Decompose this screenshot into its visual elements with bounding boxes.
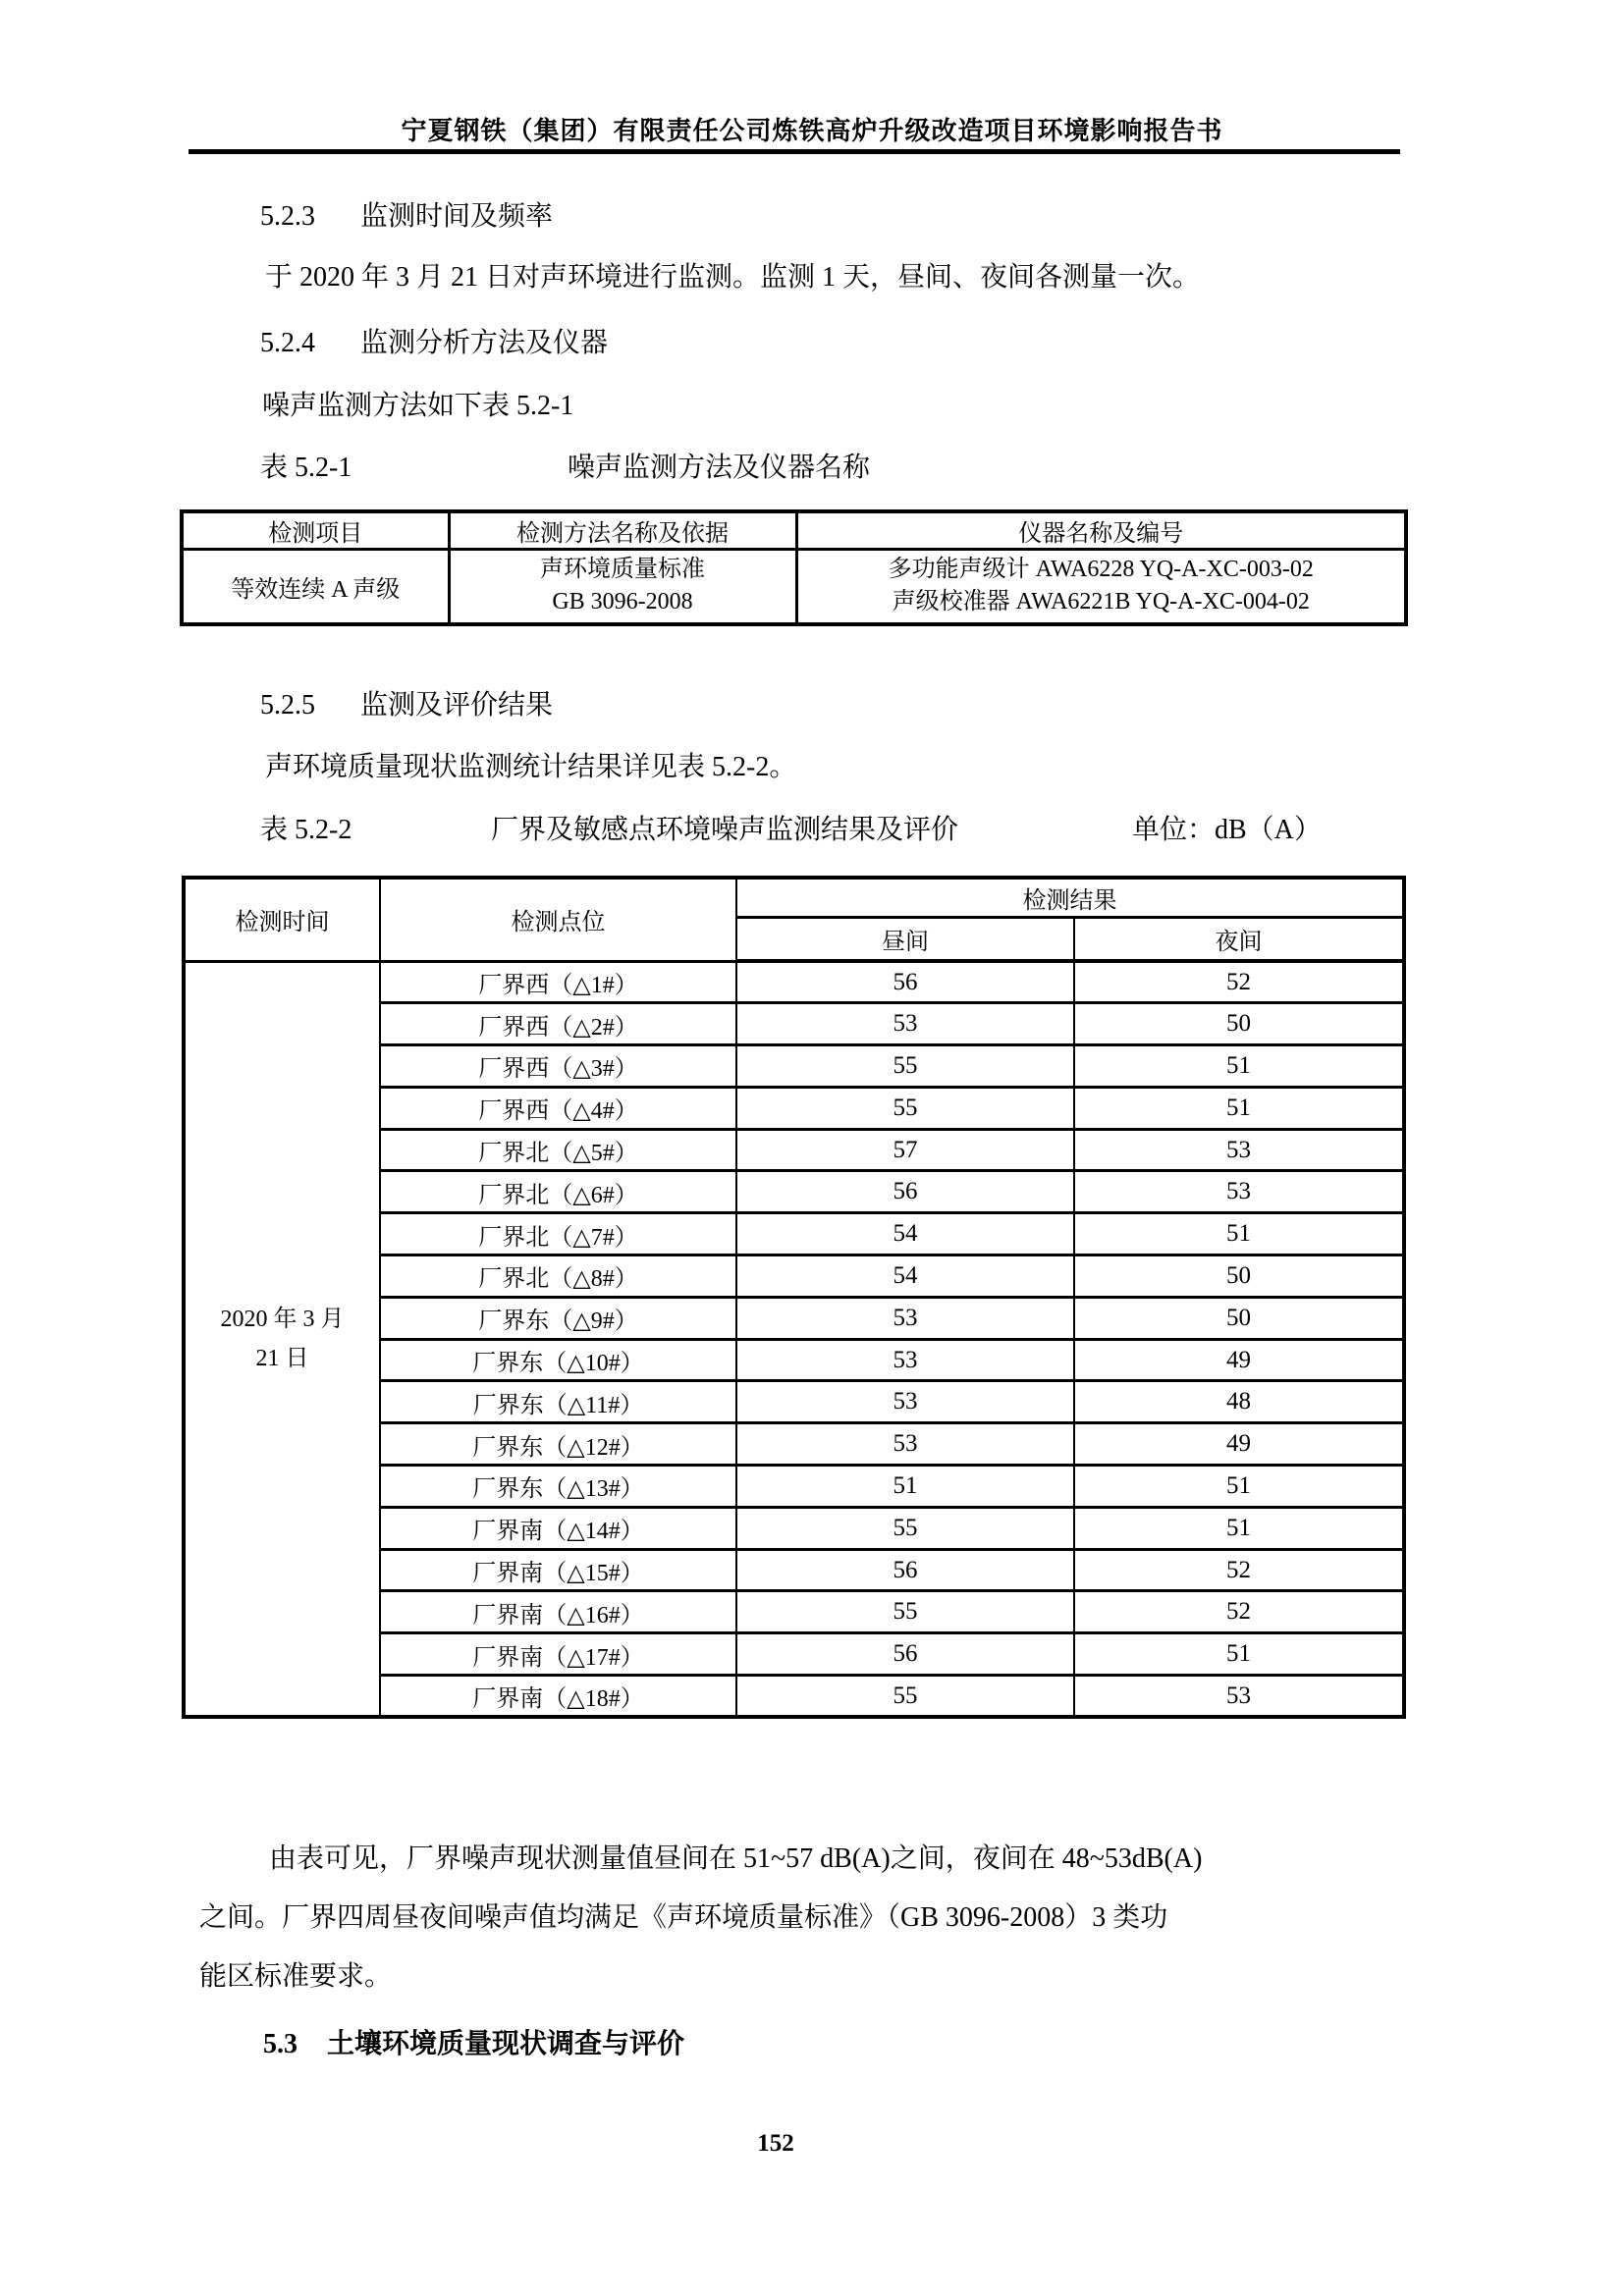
night-value-cell: 50 (1074, 1003, 1404, 1045)
section-title: 监测及评价结果 (360, 690, 554, 721)
section-title: 监测时间及频率 (360, 201, 554, 232)
t2-header-day: 昼间 (736, 917, 1074, 961)
night-value-cell: 52 (1074, 1591, 1404, 1633)
t1-header-item: 检测项目 (182, 511, 449, 550)
monitor-point-cell: 厂界南（△14#） (380, 1507, 736, 1549)
conclusion-line: 由表可见，厂界噪声现状测量值昼间在 51~57 dB(A)之间，夜间在 48~53dB(A) (269, 1843, 1203, 1874)
instrument-line: 多功能声级计 AWA6228 YQ-A-XC-003-02 (888, 557, 1314, 583)
t2-header-night: 夜间 (1074, 917, 1404, 961)
day-value-cell: 56 (736, 1549, 1074, 1591)
monitor-point-cell: 厂界南（△15#） (380, 1549, 736, 1591)
table-header-row (184, 878, 1404, 917)
night-value-cell: 51 (1074, 1633, 1404, 1676)
day-value-cell: 55 (736, 1676, 1074, 1718)
night-value-cell: 53 (1074, 1129, 1404, 1171)
header-rule (189, 149, 1400, 154)
table1-caption-label: 表 5.2-1 (260, 453, 352, 483)
monitor-point-cell: 厂界东（△10#） (380, 1339, 736, 1381)
day-value-cell: 53 (736, 1003, 1074, 1045)
night-value-cell: 51 (1074, 1045, 1404, 1088)
night-value-cell: 53 (1074, 1676, 1404, 1718)
monitor-point-cell: 厂界西（△4#） (380, 1087, 736, 1129)
monitor-point-cell: 厂界东（△12#） (380, 1423, 736, 1466)
conclusion-line: 之间。厂界四周昼夜间噪声值均满足《声环境质量标准》（GB 3096-2008）3 类功 (199, 1902, 1168, 1933)
night-value-cell: 52 (1074, 1549, 1404, 1591)
night-value-cell: 52 (1074, 961, 1404, 1003)
section-number: 5.2.5 (260, 690, 315, 721)
day-value-cell: 57 (736, 1129, 1074, 1171)
page-number: 152 (757, 2130, 794, 2157)
section-number: 5.2.4 (260, 328, 315, 358)
night-value-cell: 50 (1074, 1255, 1404, 1298)
section-heading-5-3 (263, 2028, 684, 2061)
monitor-point-cell: 厂界南（△17#） (380, 1633, 736, 1676)
day-value-cell: 56 (736, 1633, 1074, 1676)
day-value-cell: 56 (736, 961, 1074, 1003)
section-title: 土壤环境质量现状调查与评价 (327, 2029, 685, 2059)
monitor-date-cell (184, 961, 380, 1717)
day-value-cell: 51 (736, 1466, 1074, 1508)
day-value-cell: 55 (736, 1087, 1074, 1129)
monitor-point-cell: 厂界东（△9#） (380, 1297, 736, 1339)
day-value-cell: 53 (736, 1339, 1074, 1381)
night-value-cell: 51 (1074, 1087, 1404, 1129)
t1-header-method: 检测方法名称及依据 (449, 511, 796, 550)
section-number: 5.2.3 (260, 201, 315, 232)
conclusion-line: 能区标准要求。 (199, 1961, 393, 1992)
table-row (184, 961, 1404, 1003)
day-value-cell: 55 (736, 1591, 1074, 1633)
monitor-point-cell: 厂界西（△3#） (380, 1045, 736, 1088)
night-value-cell: 51 (1074, 1507, 1404, 1549)
table-5-2-1 (180, 509, 1408, 626)
monitor-point-cell: 厂界北（△6#） (380, 1171, 736, 1213)
t1-instrument-cell (796, 550, 1406, 624)
table2-caption-unit: 单位：dB（A） (1132, 815, 1322, 845)
monitor-point-cell: 厂界北（△5#） (380, 1129, 736, 1171)
monitor-point-cell: 厂界南（△18#） (380, 1676, 736, 1718)
section-heading-5-2-4 (260, 327, 608, 360)
day-value-cell: 54 (736, 1213, 1074, 1255)
day-value-cell: 53 (736, 1423, 1074, 1466)
monitor-point-cell: 厂界西（△1#） (380, 961, 736, 1003)
method-line: GB 3096-2008 (552, 589, 693, 615)
day-value-cell: 56 (736, 1171, 1074, 1213)
monitor-point-cell: 厂界西（△2#） (380, 1003, 736, 1045)
t2-header-time: 检测时间 (184, 878, 380, 961)
table-5-2-2 (182, 876, 1406, 1719)
night-value-cell: 50 (1074, 1297, 1404, 1339)
t1-header-instrument: 仪器名称及编号 (796, 511, 1406, 550)
night-value-cell: 51 (1074, 1213, 1404, 1255)
night-value-cell: 51 (1074, 1466, 1404, 1508)
monitor-point-cell: 厂界东（△11#） (380, 1381, 736, 1423)
t2-header-point: 检测点位 (380, 878, 736, 961)
section-heading-5-2-5 (260, 689, 553, 722)
paragraph-method-intro: 噪声监测方法如下表 5.2-1 (262, 391, 574, 421)
monitor-point-cell: 厂界东（△13#） (380, 1466, 736, 1508)
table2-caption-title: 厂界及敏感点环境噪声监测结果及评价 (491, 815, 959, 845)
table-row (182, 550, 1406, 624)
table2-caption-label: 表 5.2-2 (260, 815, 352, 845)
night-value-cell: 49 (1074, 1339, 1404, 1381)
section-heading-5-2-3 (260, 200, 553, 234)
t1-item-cell: 等效连续 A 声级 (182, 550, 449, 624)
monitor-date-line: 21 日 (255, 1345, 309, 1371)
day-value-cell: 55 (736, 1507, 1074, 1549)
night-value-cell: 49 (1074, 1423, 1404, 1466)
page-header-title: 宁夏钢铁（集团）有限责任公司炼铁高炉升级改造项目环境影响报告书 (401, 117, 1223, 145)
section-title: 监测分析方法及仪器 (360, 328, 609, 358)
paragraph-result-intro: 声环境质量现状监测统计结果详见表 5.2-2。 (265, 752, 797, 782)
day-value-cell: 53 (736, 1297, 1074, 1339)
table1-caption-title: 噪声监测方法及仪器名称 (568, 453, 871, 483)
paragraph-monitoring-time: 于 2020 年 3 月 21 日对声环境进行监测。监测 1 天，昼间、夜间各测量一次。 (265, 262, 1201, 293)
t2-header-result: 检测结果 (736, 878, 1404, 917)
day-value-cell: 54 (736, 1255, 1074, 1298)
day-value-cell: 53 (736, 1381, 1074, 1423)
monitor-point-cell: 厂界北（△7#） (380, 1213, 736, 1255)
table-header-row (182, 511, 1406, 550)
monitor-point-cell: 厂界南（△16#） (380, 1591, 736, 1633)
method-line: 声环境质量标准 (540, 557, 705, 583)
t1-method-cell (449, 550, 796, 624)
instrument-line: 声级校准器 AWA6221B YQ-A-XC-004-02 (892, 589, 1310, 615)
section-number: 5.3 (263, 2029, 298, 2059)
day-value-cell: 55 (736, 1045, 1074, 1088)
night-value-cell: 53 (1074, 1171, 1404, 1213)
monitor-point-cell: 厂界北（△8#） (380, 1255, 736, 1298)
monitor-date-line: 2020 年 3 月 (220, 1306, 345, 1332)
night-value-cell: 48 (1074, 1381, 1404, 1423)
